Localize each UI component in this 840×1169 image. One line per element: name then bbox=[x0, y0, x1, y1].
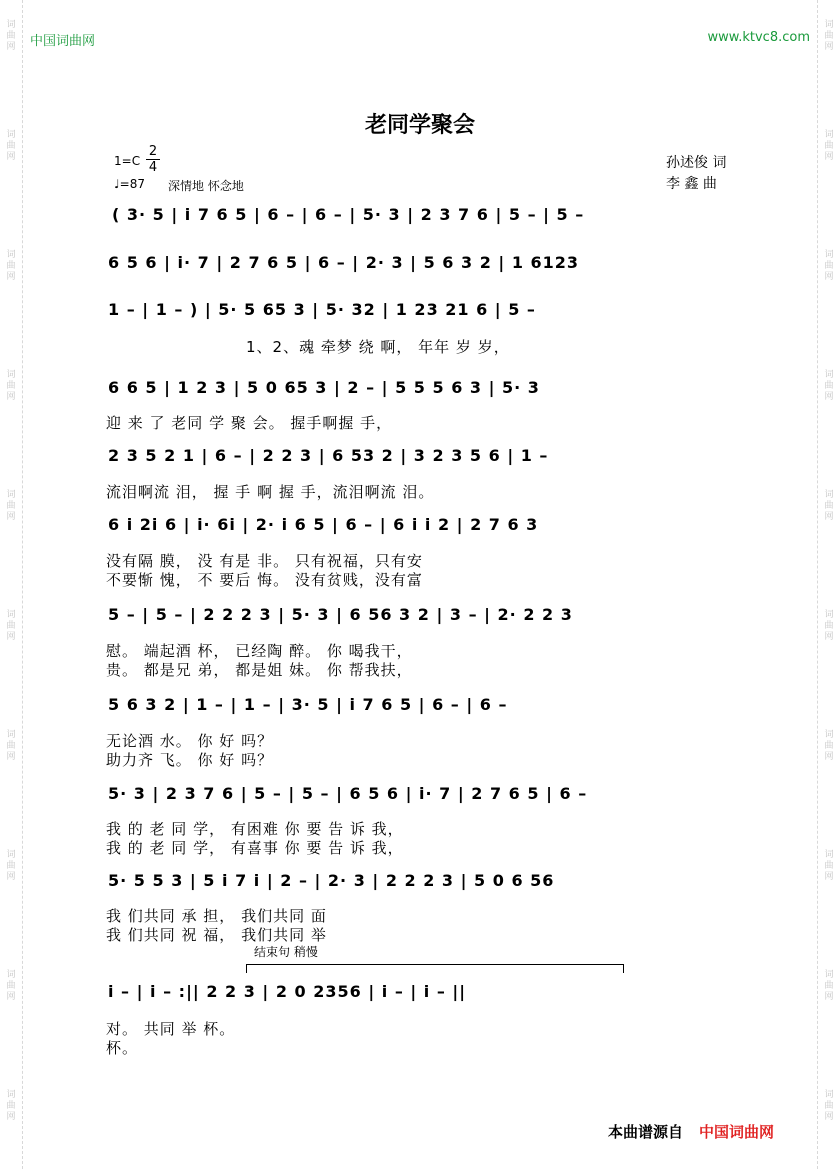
side-watermark: 词曲网 bbox=[824, 130, 834, 162]
notation-row: i – | i – :|| 2 2 3 | 2 0 2356 | i – | i – || bbox=[108, 982, 467, 1001]
lyric-line: 没有隔 膜， 没 有是 非。 只有祝福，只有安 bbox=[106, 552, 423, 570]
time-denominator: 4 bbox=[146, 159, 160, 175]
side-watermark: 词曲网 bbox=[6, 1090, 16, 1122]
lyric-line: 无论酒 水。 你 好 吗？ bbox=[106, 732, 274, 750]
side-watermark: 词曲网 bbox=[824, 490, 834, 522]
notation-row: 2 3 5 2 1 | 6 – | 2 2 3 | 6 53 2 | 3 2 3 5 6 | 1 – bbox=[108, 446, 549, 465]
notation-row: 1 – | 1 – ) | 5· 5 65 3 | 5· 32 | 1 23 21 6 | 5 – bbox=[108, 300, 536, 319]
key-signature: 1=C bbox=[114, 154, 141, 168]
side-watermark: 词曲网 bbox=[6, 490, 16, 522]
right-watermark-column bbox=[817, 0, 840, 1169]
left-watermark-column bbox=[0, 0, 23, 1169]
source-label: 本曲谱源自 bbox=[608, 1123, 684, 1141]
side-watermark: 词曲网 bbox=[6, 20, 16, 52]
notation-row: 5· 3 | 2 3 7 6 | 5 – | 5 – | 6 5 6 | i· 7 | 2 7 6 5 | 6 – bbox=[108, 784, 588, 803]
lyric-line: 慰。 端起酒 杯， 已经陶 醉。 你 喝我干， bbox=[106, 642, 413, 660]
lyric-line: 我 们共同 承 担， 我们共同 面 bbox=[106, 907, 327, 925]
source-brand[interactable]: 中国词曲网 bbox=[699, 1123, 775, 1141]
coda-remark: 结束句 稍慢 bbox=[254, 945, 318, 959]
expression-marking: 深情地 怀念地 bbox=[168, 179, 244, 193]
side-watermark: 词曲网 bbox=[6, 730, 16, 762]
notation-row: 5 6 3 2 | 1 – | 1 – | 3· 5 | i 7 6 5 | 6 – | 6 – bbox=[108, 695, 508, 714]
side-watermark: 词曲网 bbox=[824, 730, 834, 762]
song-title: 老同学聚会 bbox=[364, 112, 475, 138]
side-watermark: 词曲网 bbox=[6, 250, 16, 282]
lyric-line: 不要惭 愧， 不 要后 悔。 没有贫贱，没有富 bbox=[106, 571, 423, 589]
lyric-line: 对。 共同 举 杯。 bbox=[106, 1020, 236, 1038]
lyric-line: 助力齐 飞。 你 好 吗？ bbox=[106, 751, 274, 769]
notation-row: ( 3· 5 | i 7 6 5 | 6 – | 6 – | 5· 3 | 2 3 7 6 | 5 – | 5 – bbox=[112, 205, 585, 224]
tempo-marking: ♩=87 bbox=[114, 177, 145, 191]
notation-row: 5· 5 5 3 | 5 i 7 i | 2 – | 2· 3 | 2 2 2 3 | 5 0 6 56 bbox=[108, 871, 555, 890]
composer-credit: 李 鑫 曲 bbox=[666, 176, 717, 192]
side-watermark: 词曲网 bbox=[6, 610, 16, 642]
lyric-line: 我 的 老 同 学， 有困难 你 要 告 诉 我， bbox=[106, 820, 404, 838]
lyric-line: 迎 来 了 老同 学 聚 会。 握手啊握 手， bbox=[106, 414, 393, 432]
notation-row: 5 – | 5 – | 2 2 2 3 | 5· 3 | 6 56 3 2 | 3 – | 2· 2 2 3 bbox=[108, 605, 573, 624]
time-numerator: 2 bbox=[148, 144, 158, 159]
side-watermark: 词曲网 bbox=[6, 850, 16, 882]
lyricist-credit: 孙述俊 词 bbox=[666, 155, 727, 171]
lyric-line: 杯。 bbox=[106, 1039, 139, 1057]
lyric-line: 流泪啊流 泪， 握 手 啊 握 手，流泪啊流 泪。 bbox=[106, 483, 435, 501]
side-watermark: 词曲网 bbox=[824, 20, 834, 52]
notation-row: 6 5 6 | i· 7 | 2 7 6 5 | 6 – | 2· 3 | 5 6 3 2 | 1 6123 bbox=[108, 253, 580, 272]
coda-bracket bbox=[246, 964, 624, 973]
lyric-line: 我 们共同 祝 福， 我们共同 举 bbox=[106, 926, 327, 944]
side-watermark: 词曲网 bbox=[824, 970, 834, 1002]
side-watermark: 词曲网 bbox=[6, 130, 16, 162]
side-watermark: 词曲网 bbox=[824, 1090, 834, 1122]
side-watermark: 词曲网 bbox=[824, 850, 834, 882]
side-watermark: 词曲网 bbox=[824, 370, 834, 402]
site-url[interactable]: www.ktvc8.com bbox=[707, 30, 810, 45]
site-name: 中国词曲网 bbox=[30, 34, 96, 49]
lyric-line: 我 的 老 同 学， 有喜事 你 要 告 诉 我， bbox=[106, 839, 404, 857]
side-watermark: 词曲网 bbox=[824, 610, 834, 642]
notation-row: 6 i 2i 6 | i· 6i | 2· i 6 5 | 6 – | 6 i i 2 | 2 7 6 3 bbox=[108, 515, 539, 534]
source-credit bbox=[608, 1121, 774, 1142]
lyric-line: 1、2、魂 牵梦 绕 啊， 年年 岁 岁， bbox=[246, 338, 510, 356]
lyric-line: 贵。 都是兄 弟， 都是姐 妹。 你 帮我扶， bbox=[106, 661, 413, 679]
side-watermark: 词曲网 bbox=[6, 370, 16, 402]
side-watermark: 词曲网 bbox=[6, 970, 16, 1002]
notation-row: 6 6 5 | 1 2 3 | 5 0 65 3 | 2 – | 5 5 5 6 3 | 5· 3 bbox=[108, 378, 540, 397]
side-watermark: 词曲网 bbox=[824, 250, 834, 282]
time-signature bbox=[146, 144, 160, 175]
